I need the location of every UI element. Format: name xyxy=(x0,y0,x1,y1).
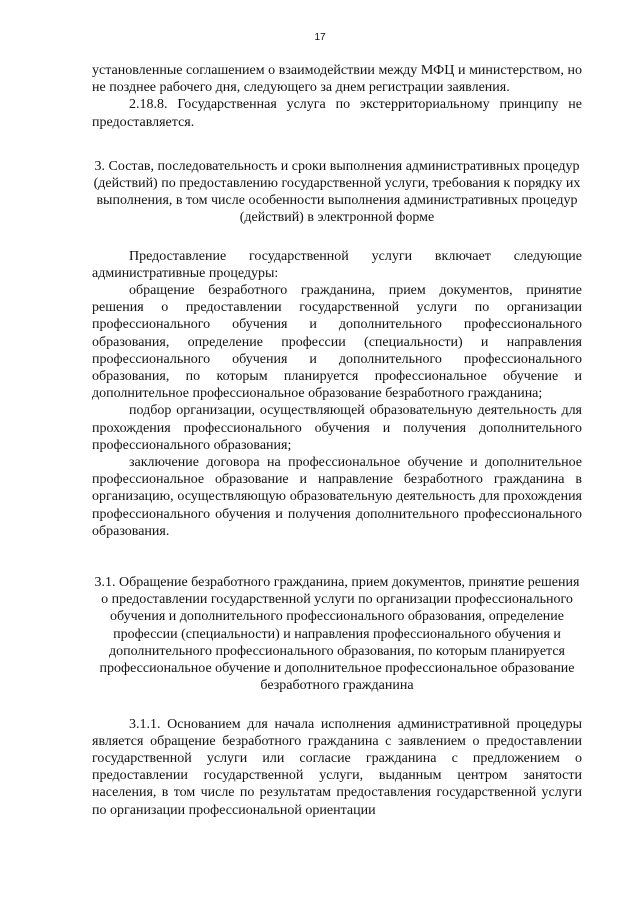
paragraph-procedure-1: обращение безработного гражданина, прием документов, принятие решения о предоставлении государственной услуги по организации профессионального обучения и дополнительного профессионального образования, определение профессии (специальности) и направления профессионального обучения и дополнительного профессионального образования, по которым планируется профессиональное обучение и дополнительное профессиональное образование безработного гражданина; xyxy=(92,283,582,402)
paragraph-2-18-8: 2.18.8. Государственная услуга по экстерриториальному принципу не предоставляется. xyxy=(92,97,582,130)
paragraph-procedure-2: подбор организации, осуществляющей образовательную деятельность для прохождения профессионального обучения и получения дополнительного профессионального образования; xyxy=(92,403,582,453)
paragraph-procedures-intro: Предоставление государственной услуги включает следующие административные процедуры: xyxy=(92,248,582,281)
paragraph-3-1-1: 3.1.1. Основанием для начала исполнения административной процедуры является обращение безработного гражданина с заявлением о предоставлении государственной услуги или согласие гражданина с предложением о предоставлении государственной услуги, выданным центром занятости населения, в том числе по результатам предоставления государственной услуги по организации профессиональной ориентации xyxy=(92,716,582,818)
paragraph-mfc-agreement: установленные соглашением о взаимодействии между МФЦ и министерством, но не позднее рабочего дня, следующего за днем регистрации заявления. xyxy=(92,63,582,96)
paragraph-procedure-3: заключение договора на профессиональное обучение и дополнительное профессиональное образование и направление безработного гражданина в организацию, осуществляющую образовательную деятельность для прохождения профессионального обучения и получения дополнительного профессионального образования. xyxy=(92,455,582,539)
section-3-heading: 3. Состав, последовательность и сроки выполнения административных процедур (действий) по предоставлению государственной услуги, требования к порядку их выполнения, в том числе особенности выполнения административных процедур (действий) в электронной форме xyxy=(93,158,581,226)
page-content xyxy=(92,62,582,819)
page-number: 17 xyxy=(314,32,326,43)
section-3-1-heading: 3.1. Обращение безработного гражданина, прием документов, принятие решения о предоставлении государственной услуги по организации профессионального обучения и дополнительного профессионального образования, определение профессии (специальности) и направления профессионального обучения и дополнительного профессионального образования, по которым планируется профессиональное обучение и дополнительное профессиональное образование безработного гражданина xyxy=(94,575,580,694)
